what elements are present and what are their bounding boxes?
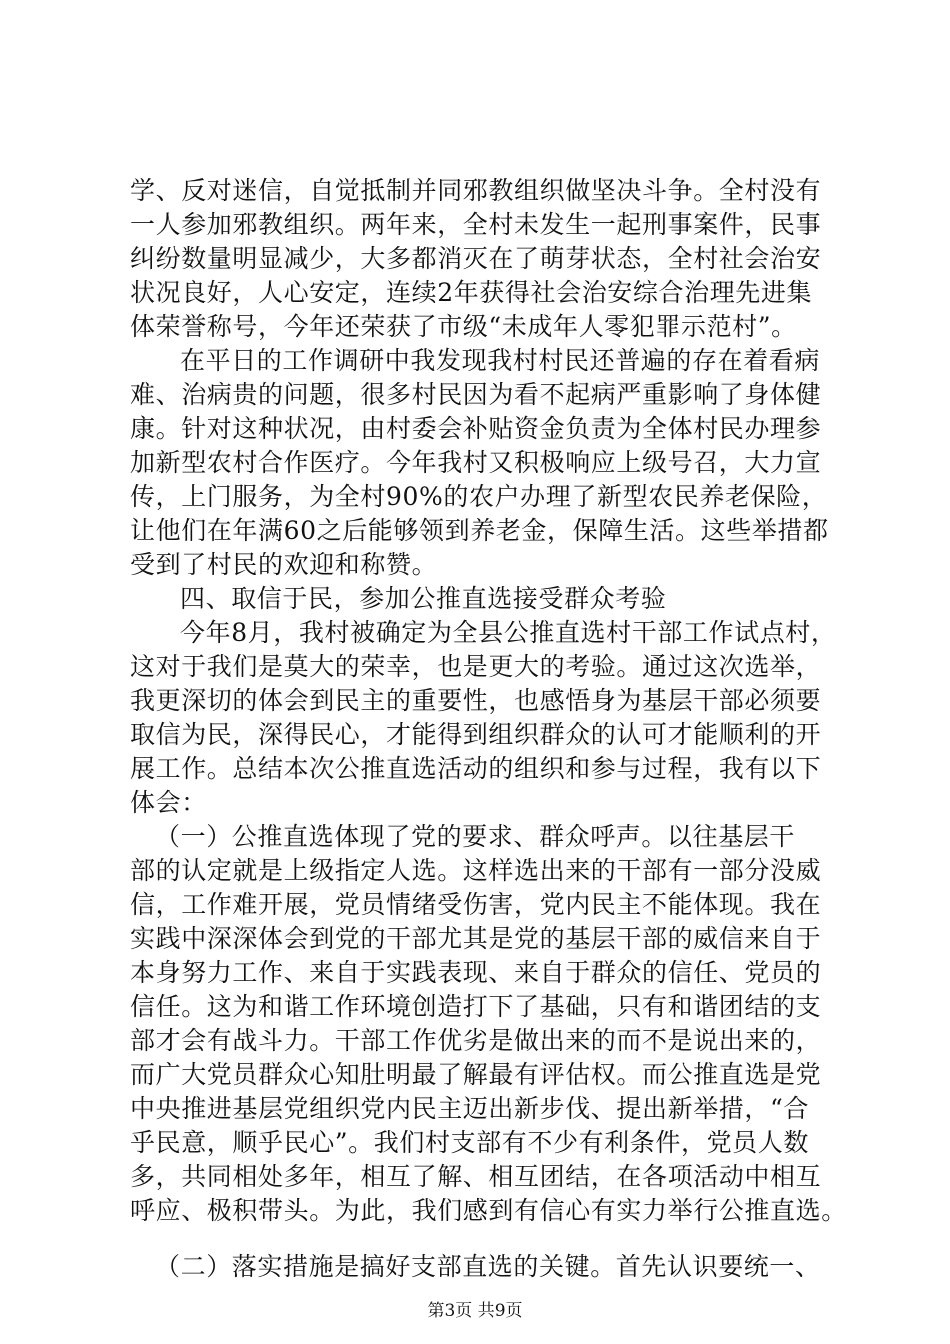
body-line: 加新型农村合作医疗。今年我村又积极响应上级号召，大力宣 (130, 448, 822, 477)
body-line: 实践中深深体会到党的干部尤其是党的基层干部的威信来自于 (130, 924, 822, 953)
body-line: 本身努力工作、来自于实践表现、来自于群众的信任、党员的 (130, 958, 822, 987)
body-line: 多，共同相处多年，相互了解、相互团结，在各项活动中相互 (130, 1162, 822, 1191)
body-line: 而广大党员群众心知肚明最了解最有评估权。而公推直选是党 (130, 1060, 822, 1089)
body-line: 乎民意，顺乎民心”。我们村支部有不少有利条件，党员人数 (130, 1128, 809, 1157)
body-line: 受到了村民的欢迎和称赞。 (130, 550, 438, 579)
body-line: 康。针对这种状况，由村委会补贴资金负责为全体村民办理参 (130, 414, 822, 443)
page-number-footer: 第3页 共9页 (427, 1301, 523, 1321)
subsection-start-line: （一）公推直选体现了党的要求、群众呼声。以往基层干 (155, 822, 796, 851)
body-line: 让他们在年满60之后能够领到养老金，保障生活。这些举措都 (130, 516, 829, 545)
body-line: 体会： (130, 788, 207, 817)
paragraph-start-line: 在平日的工作调研中我发现我村村民还普遍的存在着看病 (180, 346, 821, 375)
body-line: 状况良好，人心安定，连续2年获得社会治安综合治理先进集 (130, 278, 813, 307)
body-line: 纠纷数量明显减少，大多都消灭在了萌芽状态，全村社会治安 (130, 244, 822, 273)
paragraph-start-line: 今年8月，我村被确定为全县公推直选村干部工作试点村， (180, 618, 837, 647)
body-line: 传，上门服务，为全村90%的农户办理了新型农民养老保险， (130, 482, 828, 511)
body-line: 取信为民，深得民心，才能得到组织群众的认可才能顺利的开 (130, 720, 822, 749)
body-line: 信，工作难开展，党员情绪受伤害，党内民主不能体现。我在 (130, 890, 822, 919)
body-line: 难、治病贵的问题，很多村民因为看不起病严重影响了身体健 (130, 380, 822, 409)
body-line: 中央推进基层党组织党内民主迈出新步伐、提出新举措，“合 (130, 1094, 809, 1123)
body-line: 我更深切的体会到民主的重要性，也感悟身为基层干部必须要 (130, 686, 822, 715)
body-line: 这对于我们是莫大的荣幸，也是更大的考验。通过这次选举， (130, 652, 822, 681)
body-line: 部才会有战斗力。干部工作优劣是做出来的而不是说出来的， (130, 1026, 822, 1055)
body-line: 展工作。总结本次公推直选活动的组织和参与过程，我有以下 (130, 754, 822, 783)
body-line: 一人参加邪教组织。两年来，全村未发生一起刑事案件，民事 (130, 210, 822, 239)
body-line: 部的认定就是上级指定人选。这样选出来的干部有一部分没威 (130, 856, 822, 885)
body-line: 呼应、极积带头。为此，我们感到有信心有实力举行公推直选。 (130, 1196, 847, 1225)
body-line: 体荣誉称号，今年还荣获了市级“未成年人零犯罪示范村”。 (130, 312, 797, 341)
section-heading: 四、取信于民，参加公推直选接受群众考验 (180, 584, 667, 613)
subsection-start-line: （二）落实措施是搞好支部直选的关键。首先认识要统一、 (155, 1252, 821, 1281)
body-line: 信任。这为和谐工作环境创造打下了基础，只有和谐团结的支 (130, 992, 822, 1021)
body-line: 学、反对迷信，自觉抵制并同邪教组织做坚决斗争。全村没有 (130, 176, 822, 205)
